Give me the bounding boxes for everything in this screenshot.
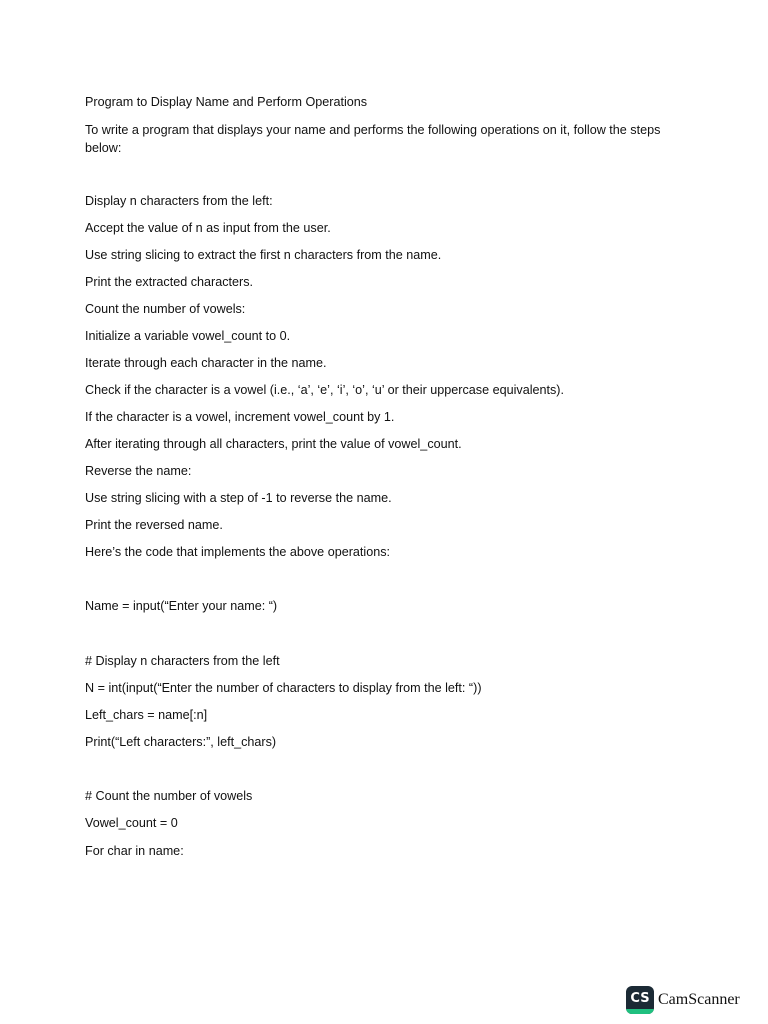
step-reverse-slice: Use string slicing with a step of -1 to reverse the name. <box>85 491 392 505</box>
step-print-reversed: Print the reversed name. <box>85 518 223 532</box>
camscanner-brand: CamScanner <box>658 991 740 1008</box>
step-increment: If the character is a vowel, increment vowel_count by 1. <box>85 410 395 424</box>
code-line-input-name: Name = input(“Enter your name: “) <box>85 599 278 613</box>
code-comment-vowels: # Count the number of vowels <box>85 789 253 803</box>
step-slice-left: Use string slicing to extract the first n characters from the name. <box>85 248 442 262</box>
code-line-for-loop: For char in name: <box>85 844 184 858</box>
document-title: Program to Display Name and Perform Operations <box>85 95 368 109</box>
code-intro: Here’s the code that implements the above operations: <box>85 545 390 559</box>
code-line-left-chars: Left_chars = name[:n] <box>85 708 208 722</box>
step-print-count: After iterating through all characters, print the value of vowel_count. <box>85 437 462 451</box>
step-print-extracted: Print the extracted characters. <box>85 275 253 289</box>
step-init-count: Initialize a variable vowel_count to 0. <box>85 329 291 343</box>
step-accept-n: Accept the value of n as input from the user. <box>85 221 331 235</box>
section-heading-reverse: Reverse the name: <box>85 464 192 478</box>
section-heading-left: Display n characters from the left: <box>85 194 273 208</box>
code-line-vowel-count: Vowel_count = 0 <box>85 816 178 830</box>
step-check-vowel: Check if the character is a vowel (i.e., ‘a’, ‘e’, ‘i’, ‘o’, ‘u’ or their uppercase equivalents). <box>85 383 565 397</box>
step-iterate: Iterate through each character in the name. <box>85 356 327 370</box>
camscanner-logo-icon <box>626 986 654 1014</box>
section-heading-vowels: Count the number of vowels: <box>85 302 246 316</box>
intro-line-2: below: <box>85 141 122 155</box>
code-line-input-n: N = int(input(“Enter the number of characters to display from the left: “)) <box>85 681 482 695</box>
intro-line-1: To write a program that displays your name and performs the following operations on it, follow the steps <box>85 123 661 137</box>
camscanner-logo-text: CS <box>630 990 650 1006</box>
code-comment-left: # Display n characters from the left <box>85 654 280 668</box>
camscanner-watermark <box>626 986 740 1014</box>
code-line-print-left: Print(“Left characters:”, left_chars) <box>85 735 277 749</box>
